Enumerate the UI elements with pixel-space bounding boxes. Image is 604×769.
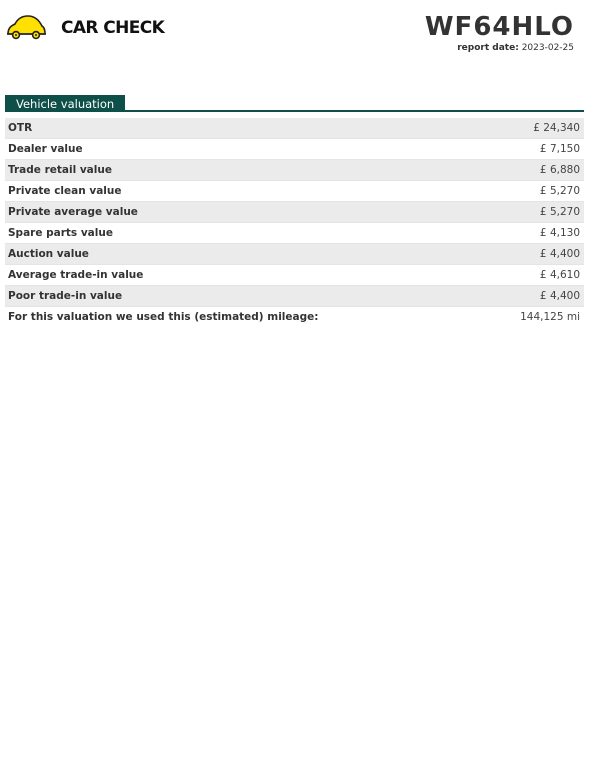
registration-block	[425, 12, 574, 54]
row-value: £ 6,880	[539, 164, 580, 176]
row-value: £ 7,150	[539, 143, 580, 155]
car-icon	[5, 14, 47, 42]
valuation-row-private-clean	[5, 181, 584, 202]
mileage-label: For this valuation we used this (estimated) mileage:	[8, 311, 319, 323]
row-label: Trade retail value	[8, 164, 112, 176]
row-value: £ 5,270	[539, 206, 580, 218]
valuation-row-private-average	[5, 202, 584, 223]
brand-name: CAR CHECK	[61, 18, 165, 38]
row-label: Dealer value	[8, 143, 83, 155]
valuation-table	[5, 118, 584, 327]
mileage-value: 144,125 mi	[520, 311, 580, 323]
valuation-row-auction	[5, 244, 584, 265]
row-value: £ 4,130	[539, 227, 580, 239]
valuation-row-otr	[5, 118, 584, 139]
valuation-row-trade-retail	[5, 160, 584, 181]
brand-logo	[5, 14, 164, 42]
report-date	[425, 42, 574, 54]
row-label: Private clean value	[8, 185, 122, 197]
row-label: Auction value	[8, 248, 89, 260]
vehicle-valuation-section	[5, 93, 584, 327]
row-value: £ 5,270	[539, 185, 580, 197]
row-label: Average trade-in value	[8, 269, 144, 281]
row-value: £ 24,340	[533, 122, 580, 134]
row-value: £ 4,400	[539, 248, 580, 260]
report-header	[0, 0, 604, 70]
row-label: Private average value	[8, 206, 138, 218]
section-title-tab: Vehicle valuation	[5, 95, 125, 112]
row-label: OTR	[8, 122, 33, 134]
registration-plate: WF64HLO	[424, 12, 574, 42]
section-tab-bar	[5, 93, 584, 112]
valuation-row-average-trade-in	[5, 265, 584, 286]
valuation-row-dealer	[5, 139, 584, 160]
row-label: Spare parts value	[8, 227, 113, 239]
report-date-value: 2023-02-25	[521, 43, 574, 53]
row-value: £ 4,610	[539, 269, 580, 281]
row-label: Poor trade-in value	[8, 290, 123, 302]
valuation-mileage-row	[5, 307, 584, 327]
valuation-row-spare-parts	[5, 223, 584, 244]
row-value: £ 4,400	[539, 290, 580, 302]
valuation-row-poor-trade-in	[5, 286, 584, 307]
report-date-label: report date:	[457, 43, 519, 53]
